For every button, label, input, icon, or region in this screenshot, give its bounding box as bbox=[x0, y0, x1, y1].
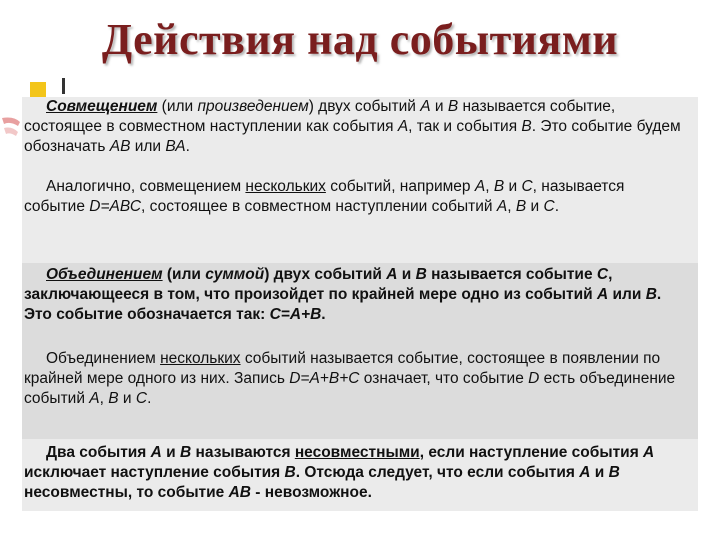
paragraph-incompatible-definition: Два события А и В называются несовместными, если наступление события А исключает наступление события В. Отсюда следует, что если события А и В несовместны, то событие АВ - невозможное. bbox=[24, 444, 655, 501]
bullet-bar-icon bbox=[62, 78, 65, 94]
slide-title: Действия над событиями bbox=[101, 15, 619, 64]
section-incompatible bbox=[22, 439, 698, 511]
paragraph-union-definition: Объединением (или суммой) двух событий А и В называется событие С, заключающееся в том, что произойдет по крайней мере одно из событий А или В. Это событие обозначается так: С=А+В. bbox=[24, 266, 662, 323]
bullet-square-icon bbox=[30, 82, 46, 98]
section-union bbox=[22, 263, 698, 439]
content-box bbox=[22, 97, 698, 511]
paragraph-union-multiple: Объединением нескольких событий называется событие, состоящее в появлении по крайней мере одного из них. Запись D=A+B+C означает, что событие D есть объединение событий А, В и С. bbox=[24, 350, 676, 407]
paragraph-intersection-multiple: Аналогично, совмещением нескольких событий, например А, В и С, называется событие D=АВС, состоящее в совместном наступлении событий А, В и С. bbox=[24, 178, 625, 215]
decorative-swoosh-icon bbox=[0, 112, 22, 142]
paragraph-intersection-definition: Совмещением (или произведением) двух событий А и В называется событие, состоящее в совместном наступлении как события А, так и события В. Это событие будем обозначать АВ или ВА. bbox=[24, 98, 681, 155]
section-intersection bbox=[22, 97, 698, 263]
